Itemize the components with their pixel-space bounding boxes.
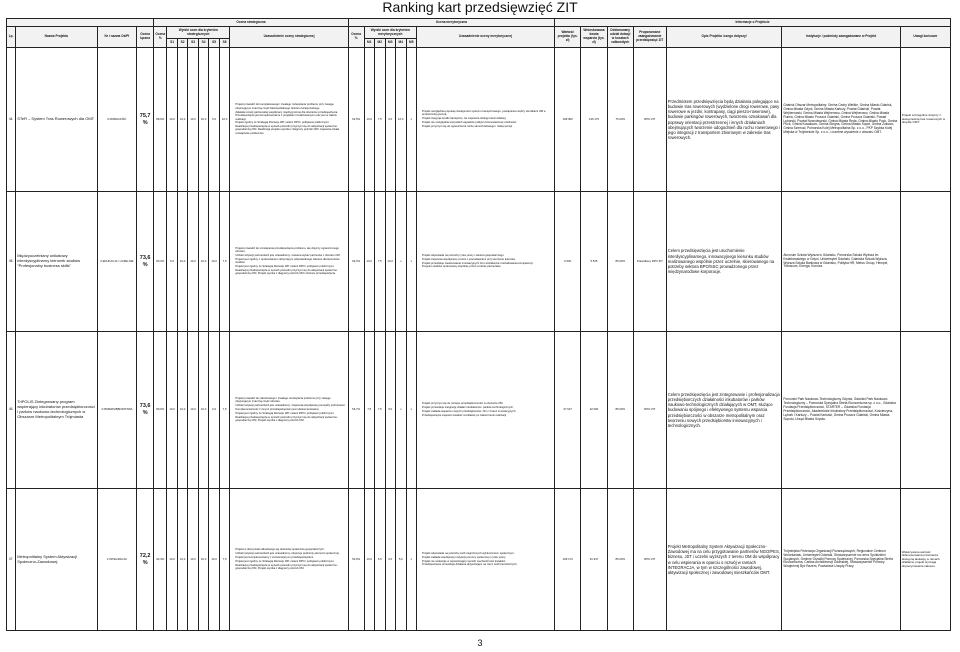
score-m5: x <box>406 192 417 332</box>
project-value: 37 647 <box>555 332 581 489</box>
score-s1: 10,0 <box>167 48 178 192</box>
ranking-table <box>6 18 951 631</box>
project-value: 6 500 <box>555 192 581 332</box>
proposed-engagement: RPO ZIT <box>633 332 666 489</box>
header-m2: M2 <box>375 39 386 48</box>
header-opis: Opis Projektu /czego dotyczy/ <box>666 27 782 48</box>
score-m1: 10,0 <box>364 48 375 192</box>
score-s2: 10,0 <box>177 48 188 192</box>
justification-item: • Projekt jest zgodny ze Strategią Rozwoju WP, celami RPO i politykami publicznymi. <box>235 265 346 268</box>
header-s6: S6 <box>219 39 230 48</box>
justification-item: • Projekt nie wskazuje w wystarczający sposób mechanizmów trwałości. <box>422 560 553 563</box>
score-m5: x <box>406 332 417 489</box>
score-s2: 10,0 <box>177 489 188 631</box>
justification-item: • Projekt przyczyni się do ograniczenia ruchu samochodowego i niskiej emisji. <box>422 125 553 128</box>
justification-item: • Projekt nie uwzględnia wszystkich aspektów polityki zrównoważonej mobilności. <box>422 121 553 124</box>
axis-name: 4 INTEGRACJA <box>97 489 136 631</box>
header-s3: S3 <box>188 39 199 48</box>
grant-share: 85,00% <box>607 332 633 489</box>
row-lp: 45. <box>7 192 16 332</box>
justification-item: • Projekt przewiduje zastosowanie innowacyjnych form kształcenia i kształtowania kompetencji. <box>422 262 553 265</box>
score-m2: 7,5 <box>375 192 386 332</box>
score-m4: x <box>396 192 407 332</box>
justification-item: • Zakłada rozwój partnerskiej współpracy międzygminnej dla obszarów przedsięwzięcia. <box>235 111 346 114</box>
justification-item: • Projekt uwzględnia poprawę dostępności systemu transportowego, powiązania między ośrodkami OM a przestrzenią gminną. <box>422 110 553 116</box>
strategic-justification <box>230 489 348 631</box>
final-remarks <box>900 332 950 489</box>
justification-item: • Udział instytucji partnerskich jest uzasadniony i zapewnia współpracę pomiędzy podmiotami. <box>235 404 346 407</box>
header-proposed: Proponowane zaangażowanie przedsięwzięć ZIT <box>633 27 666 48</box>
project-description: Celem przedsięwzięcia jest zintegrowanie i profesjonalizacja przedsiębiorczych działalności inkubatorów i parków naukowo-technologicznych działających w OMT, służące budowaniu spójnego i efektywnego systemu wsparcia przedsiębiorczości w obszarze metropolitalnym oraz tworzeniu nowych przedsiębiorstw innowacyjnych i technologicznych. <box>666 332 782 489</box>
score-m3: 5,0 <box>385 332 396 489</box>
row-lp: 47. <box>7 489 16 631</box>
justification-item: • Komplementarność z innymi przedsięwzięciami jest udokumentowana. <box>235 408 346 411</box>
score-s4: 10,0 <box>198 192 209 332</box>
institutions: Trójmiejska Federacja Organizacji Pozarządowych, Regionalne Centrum Wolontariatu, Uniwersytet Gdański, Stowarzyszenie na rzecz Spółdzielni Socjalnych, Gminne Ośrodki Pomocy Społecznej, Pomorska Specjalna Strefa Ekonomiczna, Caritas Archidiecezji Gdańskiej, Stowarzyszenie Pomocy Wzajemnej Być Razem, Powiatowe Urzędy Pracy. <box>782 489 900 631</box>
justification-item: • Przedsięwzięcie zapewni trwałość rezultatów po zakończeniu realizacji. <box>422 414 553 417</box>
page-number: 3 <box>477 638 483 648</box>
score-s1: 10,0 <box>167 489 178 631</box>
score-m5: x <box>406 489 417 631</box>
score-s4: 10,0 <box>198 48 209 192</box>
header-value: Wartość projektu (tys. zł) <box>555 27 581 48</box>
score-s3: 10,0 <box>188 48 199 192</box>
group-blank <box>7 19 154 27</box>
grant-share: 85,00% <box>607 192 633 332</box>
score-s4: 10,0 <box>198 489 209 631</box>
institutions: Gdańsk Obszar Metropolitalny: Gmina Cedry Wielkie, Gmina Miasto Gdańsk, Gmina Miasta Gdyni, Gmina Miasta Kartuzy, Powiat Gdański, Powiat Wejherowski, Gmina Miasta Wejherowo, Gmina Wejherowo, Gmina Miasta Rumia, Gmina Miasto Pruszcz Gdański, Gmina Pruszcz Gdański, Powiat Lęborski, Powiat Nowodworski, Gmina Miasta Reda, Gmina Miasto Puck, Gmina Puck, Gmina Kosakowo, Gmina Stegna, Gmina Miasto Sopot, Gmina Żukowo, Gmina Szemud, Pomorska Kolej Metropolitalna Sp. z o.o., PKP Szybka Kolej Miejska w Trójmieście Sp. z o.o., Liczebne wyrażenie z obszaru OMT. <box>782 48 900 192</box>
header-s-percent: Ocena % <box>154 27 167 48</box>
justification-item: • Projekt w dużej skali odbudowuje się obszarów społecznie-gospodarczych. <box>235 548 346 551</box>
row-lp: 44. <box>7 48 16 192</box>
score-m4: 10,0 <box>396 48 407 192</box>
table-row <box>7 489 951 631</box>
merit-percent: 62,5% <box>348 48 364 192</box>
justification-item: • Program studiów opracowany wspólnie przez uczelnie partnerskie. <box>422 265 553 268</box>
score-m1: 7,5 <box>364 332 375 489</box>
justification-item: • Realizacja przedsięwzięcia w sposób pośredni przyczyni się do aktywizacji społeczno-gospodarczej OM. Projekt wynika z diagnozy potrzeb OM. <box>235 416 346 422</box>
group-merit: Ocena merytoryczna <box>348 19 554 27</box>
header-s2: S2 <box>177 39 188 48</box>
header-share: Deklarowany udział dotacji w kosztach całkowitych <box>607 27 633 48</box>
score-m4: 5,0 <box>396 489 407 631</box>
project-name: Międzyuczelniany unikatowy interdyscyplinarny kierunek studiów "Profesjonalny business skills" <box>16 192 97 332</box>
header-m3: M3 <box>385 39 396 48</box>
header-m5: M5 <box>406 39 417 48</box>
header-m-percent: Ocena % <box>348 27 364 48</box>
justification-item: • Projekt zgodny ze Strategią Rozwoju WP, celami RPO i politykami publicznymi. <box>235 121 346 124</box>
table-row <box>7 332 951 489</box>
justification-item: • Projekt prowadzi do kompleksowego i trwałego rozwiązania problemu przy zasięgu obejmującym znaczną część Metropolitalnego obszaru funkcjonalnego. <box>235 103 346 109</box>
score-s3: 10,0 <box>188 192 199 332</box>
project-name: STeR – System Tras Rowerowych dla OMT <box>16 48 97 192</box>
justification-item: • Projekt jest zgodny ze Strategią Rozwoju WP, celami RPO i politykami publicznymi. <box>235 412 346 415</box>
score-m1: 10,0 <box>364 192 375 332</box>
axis-name: 2 PRZEDSIĘBIORSTWA <box>97 332 136 489</box>
justification-item: • Projekt przewiduje integrację działań inkubatorów i parków technologicznych. <box>422 406 553 409</box>
score-s5: 10,0 <box>209 192 220 332</box>
table-row <box>7 48 951 192</box>
header-m1: M1 <box>364 39 375 48</box>
project-name: Metropolitalny System Aktywizacji Społeczno-Zawodowej <box>16 489 97 631</box>
header-nr: Nr i nazwa Oś/PI <box>97 27 136 48</box>
header-uwagi: Uwagi końcowe <box>900 27 950 48</box>
strategic-percent: 83,3% <box>154 192 167 332</box>
justification-item: • Projekt prowadzi do rozwiązania przedsięwzięcia problemu, ale dotyczy ograniczonego obszaru. <box>235 247 346 253</box>
final-remarks <box>900 192 950 332</box>
header-name: Nazwa Projektu <box>16 27 97 48</box>
score-s6: 7,5 <box>219 489 230 631</box>
header-s1: S1 <box>167 39 178 48</box>
justification-item: • Projekt jest zgodny z opracowaniem dotyczącym odpowiedniego zakresu dla kierunków studiów. <box>235 258 346 264</box>
score-s1: 10,0 <box>167 332 178 489</box>
table-row <box>7 192 951 332</box>
total-score: 75,7% <box>137 48 154 192</box>
merit-percent: 66,7% <box>348 332 364 489</box>
justification-item: • Realizacja przedsięwzięcia w sposób pośredni przyczyni się do aktywizacji społeczno-gospodarczej OM. Projekt wynika z diagnozy potrzeb OM i obszaru przedsięwzięcia. <box>235 269 346 275</box>
merit-justification <box>417 489 555 631</box>
total-score: 73,6% <box>137 332 154 489</box>
score-s6: 10,0 <box>219 48 230 192</box>
header-inst: Instytucje / podmioty zaangażowane w Projekt <box>782 27 900 48</box>
score-s5: 0,0 <box>209 332 220 489</box>
axis-name: 3 EDUKACJA / UCZELNIE <box>97 192 136 332</box>
project-description: Projekt Metropolitalny System Aktywizacji Społeczno-Zawodowej ma na celu przygotowanie partnerów NGO/PES, biznesu, JST i uczelni wyższych z terenu OM do współpracy w celu wspierania w oparciu o rozwój w ramach INTEGRACJA, w tym w szczególności zawodowej, aktywizacji społecznej i zawodowej mieszkańców OMT. <box>666 489 782 631</box>
justification-item: • Projekt zakłada współpracę instytucji pomocy społecznej i rynku pracy. <box>422 556 553 559</box>
strategic-percent: 88,9% <box>154 48 167 192</box>
justification-item: • Udział instytucji partnerskich jest uzasadniony, obejmuje podmioty ekonomii społecznej. <box>235 552 346 555</box>
project-name: TriPOLIS Zintegrowany program wspierający inkubatorów przedsiębiorczości i parków naukowo-technologicznych w Obszarze Metropolitalnym Trójmiasta <box>16 332 97 489</box>
header-m-just: Uzasadnienie oceny merytorycznej <box>417 27 555 48</box>
justification-item: • Projekt integruje środki transportu, nie zapewnia obsługi intermodalnej. <box>422 117 553 120</box>
page-title: Ranking kart przedsięwzięć ZIT <box>382 0 578 15</box>
justification-item: • Projekt zapewnia współpracę uczelni z pracodawcami przy tworzeniu kierunku. <box>422 258 553 261</box>
merit-justification <box>417 332 555 489</box>
total-score: 72,2% <box>137 489 154 631</box>
merit-justification <box>417 48 555 192</box>
header-total: Ocena łączna <box>137 27 154 48</box>
final-remarks: Wskazywana wartość dofinansowania przekracza dostępną alokację w ramach działania; projekt wymaga doprecyzowania zakresu. <box>900 489 950 631</box>
header-s-scores: Wyniki ocen dla kryteriów strategicznych <box>167 27 230 39</box>
support-amount: 149 175 <box>581 48 607 192</box>
group-info: Informacje o Projekcie <box>555 19 951 27</box>
score-m1: 10,0 <box>364 489 375 631</box>
score-s6: 7,5 <box>219 192 230 332</box>
header-m-scores: Wyniki ocen dla kryteriów merytorycznych <box>364 27 417 39</box>
project-value: 198 900 <box>555 48 581 192</box>
justification-item: • Projekt odpowiada na potrzeby osób zagrożonych wykluczeniem społecznym. <box>422 552 553 555</box>
support-amount: 5 525 <box>581 192 607 332</box>
justification-item: • Projekt jest zgodny ze Strategią Rozwoju WP, celami RPO i politykami publicznymi. <box>235 560 346 563</box>
header-support: Wnioskowana kwota wsparcia (tys. zł) <box>581 27 607 48</box>
header-m4: M4 <box>396 39 407 48</box>
score-m2: 5,0 <box>375 489 386 631</box>
score-m2: 7,5 <box>375 48 386 192</box>
row-lp: 46. <box>7 332 16 489</box>
grant-share: 85,00% <box>607 489 633 631</box>
final-remarks: Projekt szczególnie dotyczy z dostępnością tras rowerowych w obrębie OMT. <box>900 48 950 192</box>
strategic-percent: 80,0% <box>154 332 167 489</box>
justification-item: • Realizacja przedsięwzięcia w sposób pośredni przyczyni się do aktywizacji społeczno-gospodarczej OM. Realizacja projektu wynika z diagnozy potrzeb OM i zapewnia trwałe rozwiązanie problemów. <box>235 125 346 135</box>
proposed-engagement: RPO ZIT <box>633 489 666 631</box>
justification-item: • Przedsięwzięcie jest komplementarne z projektami zrealizowanymi oraz jest w trakcie realizacji. <box>235 114 346 120</box>
score-s6: 7,5 <box>219 332 230 489</box>
proposed-engagement: RPO ZIT <box>633 48 666 192</box>
score-s2: 10,0 <box>177 332 188 489</box>
header-lp: Lp. <box>7 27 16 48</box>
institutions: Akronum Szkoła Wyższa w Gdańsku, Pomorska Szkoła Wyższa im. Kwiatkowskiego w Gdyni, Uniwersytet Gdański, Gdańska Szkoła Wyższa, Wyższa Szkoła Bankowa w Gdańsku, Polityka HR, Metos Group, Hempel, Transcom, Energa, Kornica. <box>782 192 900 332</box>
merit-justification <box>417 192 555 332</box>
strategic-justification <box>230 192 348 332</box>
justification-item: • Udział instytucji partnerskich jest uzasadniony i zawiera wykaz partnerów z obszaru OM. <box>235 254 346 257</box>
score-s3: 10,0 <box>188 332 199 489</box>
score-s4: 10,0 <box>198 332 209 489</box>
score-m5: x <box>406 48 417 192</box>
group-strategic: Ocena strategiczna <box>154 19 349 27</box>
justification-item: • Projekt przyczyni się do rozwoju przedsiębiorczości w obszarze OM. <box>422 402 553 405</box>
score-s5: 10,0 <box>209 489 220 631</box>
score-s3: 10,0 <box>188 489 199 631</box>
justification-item: • Przedsięwzięcie przewiduje działania aktywizujące na rzecz osób bezrobotnych. <box>422 563 553 566</box>
institutions: Pomorski Park Naukowo-Technologiczny Gdynia, Gdański Park Naukowo-Technologiczny – Pomorska Specjalna Strefa Ekonomiczna sp. z o.o., Gdańska Fundacja Przedsiębiorczości, STARTER – Gdańska Fundacja Przedsiębiorczości, Akademickie Inkubatory Przedsiębiorczości, Kościerzyna, Lębork i Kartuzy – Powiat Kartuski, Gmina Pruszcz Gdański, Gmina Miasta Sopotu, Urząd Miasta Sopotu. <box>782 332 900 489</box>
support-amount: 32 000 <box>581 332 607 489</box>
project-description: Przedmiotem przedsięwzięcia będą działania polegające na budowie tras rowerowych (wydzielone drogi rowerowe, pasy rowerowe w jezdni, kontrapasy, ciągi pieszo-rowerowe), budowie parkingów rowerowych, tworzeniu oznakowań dla poprawy orientacji przestrzennej i innych działaniach obejmujących tworzenie udogodnień dla ruchu rowerowego i jego integracji z transportem zbiorowym w zakresie tras rowerowych. <box>666 48 782 192</box>
total-score: 73,6% <box>137 192 154 332</box>
header-s4: S4 <box>198 39 209 48</box>
axis-name: 6 MOBILNOŚĆ <box>97 48 136 192</box>
score-s2: 10,0 <box>177 192 188 332</box>
strategic-justification <box>230 48 348 192</box>
score-m3: 0,0 <box>385 48 396 192</box>
score-s5: 5,0 <box>209 48 220 192</box>
grant-share: 75,00% <box>607 48 633 192</box>
score-m4: x <box>396 332 407 489</box>
merit-percent: 93,3% <box>348 192 364 332</box>
proposed-engagement: Prawidłowy RPO ZIT <box>633 192 666 332</box>
strategic-percent: 94,4% <box>154 489 167 631</box>
strategic-justification <box>230 332 348 489</box>
header-s-just: Uzasadnienie oceny strategicznej <box>230 27 348 48</box>
score-s1: 5,0 <box>167 192 178 332</box>
justification-item: • Projekt prowadzi do całościowego i trwałego rozwiązania problemu przy zasięgu obejmującym znaczną część obszaru. <box>235 397 346 403</box>
header-s5: S5 <box>209 39 220 48</box>
score-m3: 10,0 <box>385 192 396 332</box>
project-description: Celem przedsięwzięcia jest uruchomienie interdyscyplinarnego, innowacyjnego kierunku studiów realizowanego wspólnie przez uczelnie, skierowanego na potrzeby sektora BPO/SSC prowadzonego przez międzynarodowe korporacje. <box>666 192 782 332</box>
justification-item: • Projekt jest komplementarny z wcześniejszymi przedsięwzięciami. <box>235 556 346 559</box>
support-amount: 91 947 <box>581 489 607 631</box>
project-value: 108 173 <box>555 489 581 631</box>
justification-item: • Projekt odpowiada na potrzeby rynku pracy i sektora gospodarczego. <box>422 254 553 257</box>
justification-item: • Realizacja przedsięwzięcia w sposób pośredni przyczyni się do aktywizacji społeczno-gospodarczej OM. Projekt wynika z diagnozy potrzeb OM. <box>235 564 346 570</box>
justification-item: • Projekt zakłada wsparcie nowych przedsiębiorstw i firm z branż innowacyjnych. <box>422 410 553 413</box>
score-m3: 0,0 <box>385 489 396 631</box>
merit-percent: 50,0% <box>348 489 364 631</box>
score-m2: 7,5 <box>375 332 386 489</box>
